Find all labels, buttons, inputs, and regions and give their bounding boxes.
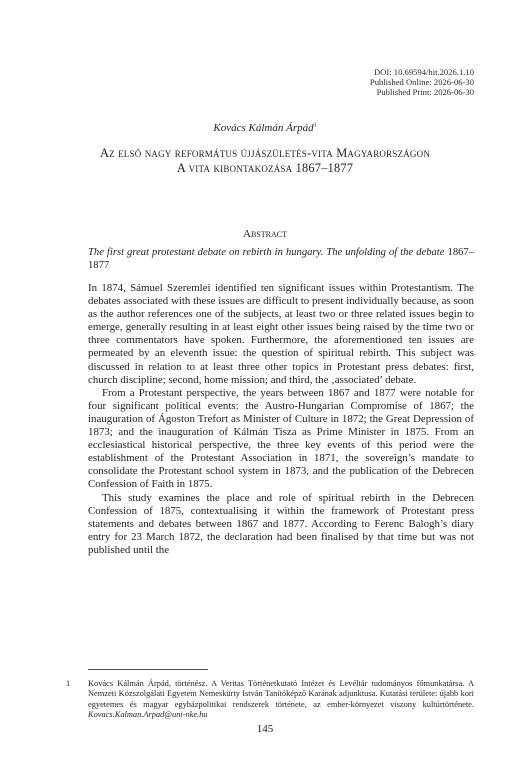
abstract-subtitle (88, 246, 474, 272)
article-title (60, 146, 470, 176)
title-line-2: A vita kibontakozása 1867–1877 (176, 161, 354, 175)
author-line (0, 122, 530, 134)
footnote-email-link[interactable]: Kovacs.Kalman.Arpad@uni-nke.hu (88, 709, 208, 719)
paragraph-1: In 1874, Sámuel Szeremlei identified ten significant issues within Protestantism. The debates associated with these issues are difficult to present individually because, as soon as the author references one of the subjects, at least two or three related issues begin to emerge, generally resulting in at least eight other issues being raised by the time two or three commentators have spoken. Furthermore, the aforementioned ten issues are permeated by an eleventh issue: the question of spiritual rebirth. This subject was discussed in relation to at least three other topics in Protestant press debates: first, church discipline; second, home mission; and third, the ‚associated’ debate. (88, 282, 474, 386)
abstract-body (88, 282, 474, 557)
abstract-subtitle-years: 1867–1877 (88, 247, 474, 271)
article-metadata (370, 67, 474, 97)
abstract-heading: Abstract (243, 228, 287, 240)
paragraph-3: This study examines the place and role of spiritual rebirth in the Debrecen Confession of 1875, contextualising it within the framework of Protestant press statements and debates between 1867 and 1877. According to Ferenc Balogh’s diary entry for 23 March 1872, the declaration had been finalised by that time but was not published until the (88, 491, 474, 556)
abstract-subtitle-text: The first great protestant debate on rebirth in hungary. The unfolding of the debate (88, 247, 445, 258)
footnote-divider (88, 669, 208, 670)
author-footnote-mark[interactable]: 1 (313, 122, 317, 129)
footnote-text: Kovács Kálmán Árpád, történész. A Veritas Történetkutató Intézet és Levéltár tudományos főmunkatársa. A Nemzeti Közszolgálati Egyetem Nemeskürty István Tanítóképző Karának adjunktusa. Kutatási területe: újabb kori egyetemes és magyar egyházpolitikai rendszerek története, az ember-környezet viszony kultúrtörténete. (88, 679, 474, 709)
doi[interactable]: DOI: 10.69594/hit.2026.1.10 (373, 67, 474, 77)
footnote (66, 679, 474, 720)
footnote-number: 1 (66, 679, 71, 688)
footnote-body (88, 679, 474, 720)
title-line-1: Az első nagy református újjászületés-vita Magyarországon (99, 146, 431, 160)
author-name: Kovács Kálmán Árpád (213, 122, 314, 134)
paragraph-2: From a Protestant perspective, the years between 1867 and 1877 were notable for four significant political events: the Austro-Hungarian Compromise of 1867; the inauguration of Ágoston Trefort as Minister of Culture in 1872; the Great Depression of 1873; and the inauguration of Kálmán Tisza as Prime Minister in 1875. From an ecclesiastical historical perspective, the three key events of this period were the establishment of the Protestant Association in 1871, the sovereign’s mandate to consolidate the Protestant school system in 1873, and the publication of the Debrecen Confession of Faith in 1875. (88, 386, 474, 491)
published-print: Published Print: 2026-06-30 (376, 87, 474, 97)
page-number: 145 (256, 723, 274, 735)
published-online: Published Online: 2026-06-30 (369, 77, 474, 87)
